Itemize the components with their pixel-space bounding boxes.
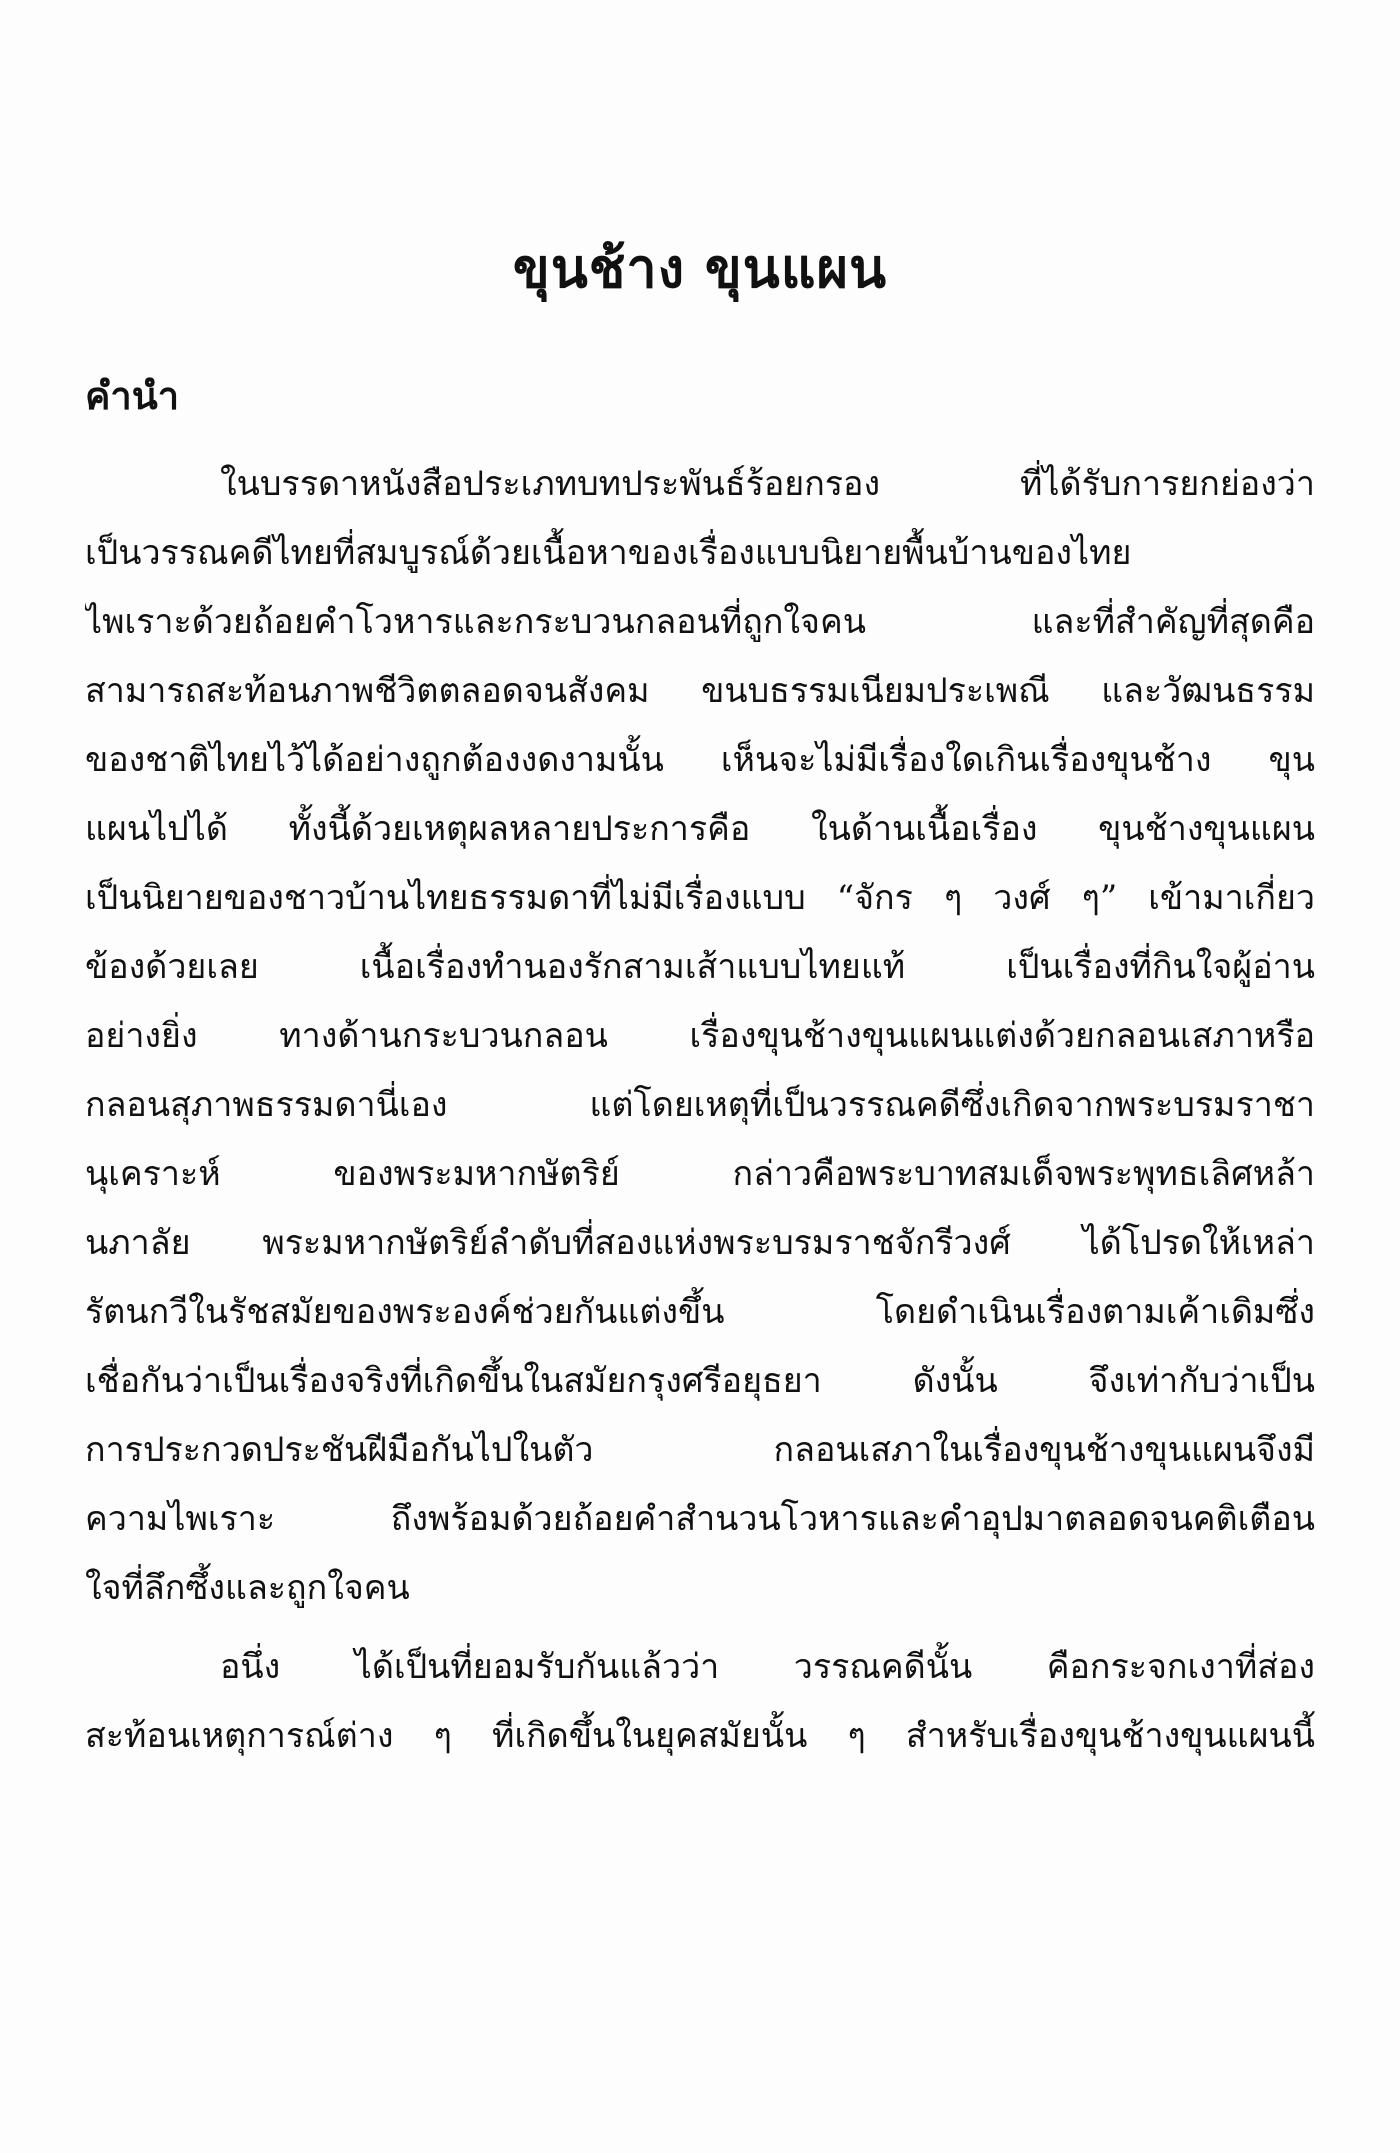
text-line: รัตนกวีในรัชสมัยของพระองค์ช่วยกันแต่งขึ้น โดยดำเนินเรื่องตามเค้าเดิมซึ่ง bbox=[85, 1292, 1315, 1332]
text-line: แผนไปได้ ทั้งนี้ด้วยเหตุผลหลายประการคือ ในด้านเนื้อเรื่อง ขุนช้างขุนแผน bbox=[85, 809, 1315, 849]
section-heading: คำนำ bbox=[85, 373, 180, 418]
text-line: กลอนสุภาพธรรมดานี่เอง แต่โดยเหตุที่เป็นวรรณคดีซึ่งเกิดจากพระบรมราชา bbox=[85, 1085, 1315, 1125]
text-line: นภาลัย พระมหากษัตริย์ลำดับที่สองแห่งพระบรมราชจักรีวงศ์ ได้โปรดให้เหล่า bbox=[85, 1223, 1315, 1263]
text-line: สะท้อนเหตุการณ์ต่าง ๆ ที่เกิดขึ้นในยุคสมัยนั้น ๆ สำหรับเรื่องขุนช้างขุนแผนนี้ bbox=[85, 1716, 1315, 1756]
text-line: ความไพเราะ ถึงพร้อมด้วยถ้อยคำสำนวนโวหารและคำอุปมาตลอดจนคติเตือน bbox=[85, 1499, 1315, 1539]
text-line: อย่างยิ่ง ทางด้านกระบวนกลอน เรื่องขุนช้างขุนแผนแต่งด้วยกลอนเสภาหรือ bbox=[85, 1016, 1315, 1056]
text-line: การประกวดประชันฝีมือกันไปในตัว กลอนเสภาในเรื่องขุนช้างขุนแผนจึงมี bbox=[85, 1430, 1315, 1470]
text-line: เป็นวรรณคดีไทยที่สมบูรณ์ด้วยเนื้อหาของเรื่องแบบนิยายพื้นบ้านของไทย bbox=[85, 533, 1132, 573]
text-line: ของชาติไทยไว้ได้อย่างถูกต้องงดงามนั้น เห็นจะไม่มีเรื่องใดเกินเรื่องขุนช้าง ขุน bbox=[85, 740, 1315, 780]
text-line: นุเคราะห์ ของพระมหากษัตริย์ กล่าวคือพระบาทสมเด็จพระพุทธเลิศหล้า bbox=[85, 1154, 1315, 1194]
document-title: ขุนช้าง ขุนแผน bbox=[512, 236, 888, 300]
text-line: ใจที่ลึกซึ้งและถูกใจคน bbox=[85, 1568, 410, 1608]
text-line: ไพเราะด้วยถ้อยคำโวหารและกระบวนกลอนที่ถูกใจคน และที่สำคัญที่สุดคือ bbox=[85, 602, 1315, 642]
text-line: ข้องด้วยเลย เนื้อเรื่องทำนองรักสามเส้าแบบไทยแท้ เป็นเรื่องที่กินใจผู้อ่าน bbox=[85, 947, 1315, 987]
document-body bbox=[85, 450, 1315, 1771]
text-line: ในบรรดาหนังสือประเภทบทประพันธ์ร้อยกรอง ที่ได้รับการยกย่องว่า bbox=[220, 464, 1315, 504]
text-line: เชื่อกันว่าเป็นเรื่องจริงที่เกิดขึ้นในสมัยกรุงศรีอยุธยา ดังนั้น จึงเท่ากับว่าเป็น bbox=[85, 1361, 1315, 1401]
text-line: สามารถสะท้อนภาพชีวิตตลอดจนสังคม ขนบธรรมเนียมประเพณี และวัฒนธรรม bbox=[85, 671, 1315, 711]
text-line: อนึ่ง ได้เป็นที่ยอมรับกันแล้วว่า วรรณคดีนั้น คือกระจกเงาที่ส่อง bbox=[220, 1647, 1315, 1687]
text-line: เป็นนิยายของชาวบ้านไทยธรรมดาที่ไม่มีเรื่องแบบ “จักร ๆ วงศ์ ๆ” เข้ามาเกี่ยว bbox=[85, 878, 1315, 918]
